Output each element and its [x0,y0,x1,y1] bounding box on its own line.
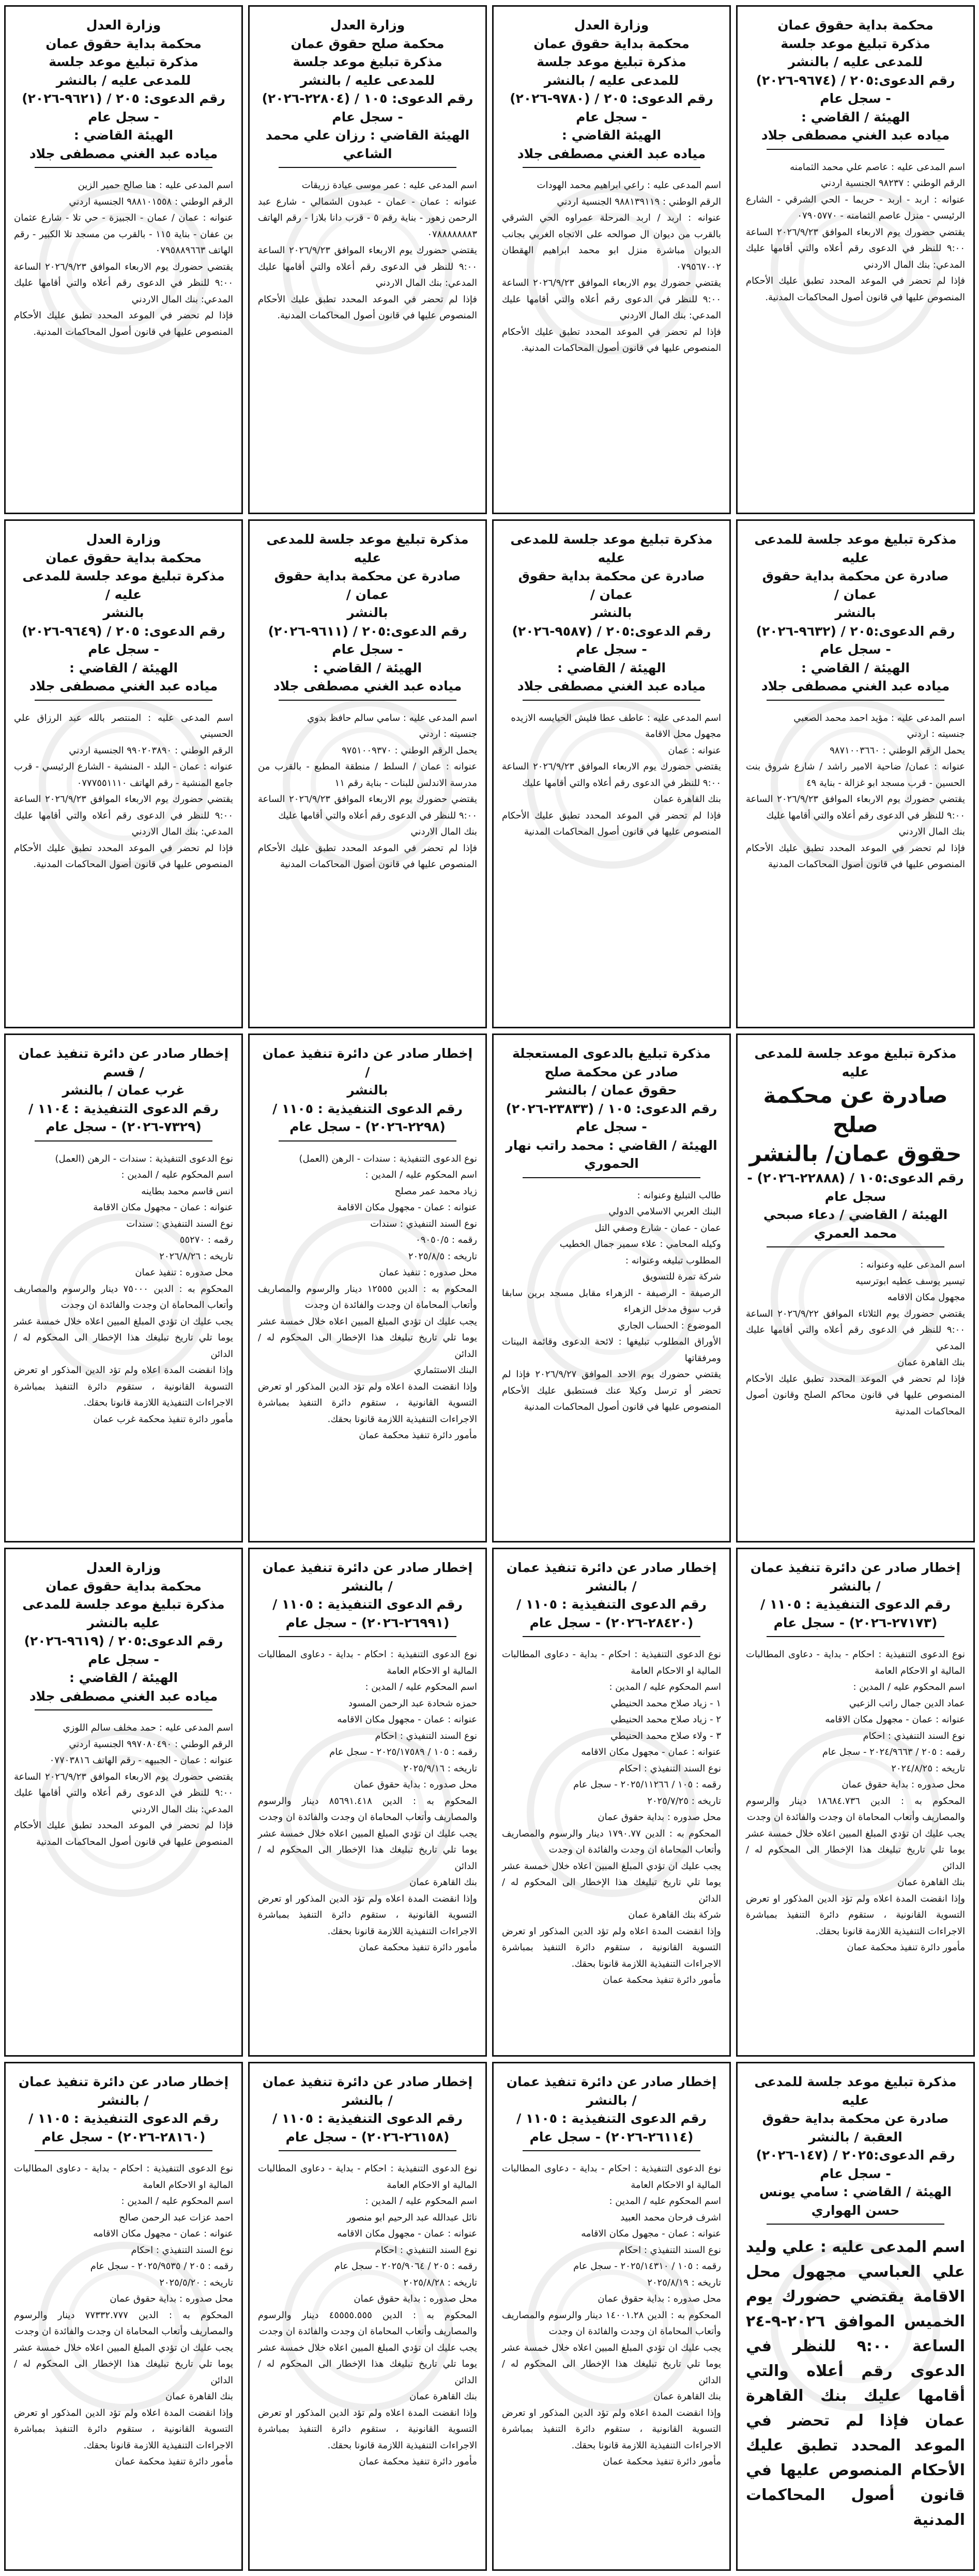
notice-header-line: مياده عبد الغني مصطفى جلاد [761,128,950,143]
notice-header-line: بالنشر [591,605,632,620]
notice-header-line: رقم الدعوى التنفيذية : ١١٠٤ / [28,1101,219,1116]
notice-header-line: إخطار صادر عن دائرة تنفيذ عمان / بالنشر [506,1560,717,1594]
divider [523,1177,700,1178]
notice-header-line: مذكرة تبليغ موعد جلسة للمدعى عليه بالنشر [22,1597,225,1630]
notice-body: اسم المدعى عليه : عاطف عطا فليش الحيايسه الازيده مجهول محل الاقامة عنوانه : عمان يقتضي حضورك يوم الاربعاء الموافق ٢٠٢٦/٩/٢٣ الساعة ٩:٠٠ للنظر في الدعوى رقم أعلاه والتي أقامها عليك بنك القاهرة عمان فإذا لم تحضر في الموعد المحدد تطبق عليك الأحكام المنصوص عليها في قانون أصول المحاكمات المدنية [502,712,721,837]
notice-header-line: صادرة عن محكمة صلح [763,1083,948,1137]
notice-header-line: - سجل عام [88,109,159,125]
notice-header-line: بالنشر [103,605,144,620]
notice-header-line: (٢٢٩٨-٢٠٢٦) - سجل عام [289,1119,446,1134]
notice-body: اسم المدعى عليه : حمد مخلف سالم اللوزي الرقم الوطني : ٩٩٧٠٨٠٤٩٠ الجنسية اردني عنوانه : عمان - الجبيهه - رقم الهاتف ٠٧٧٠٣٨١٦ يقتضي حضورك يوم الاربعاء الموافق ٢٠٢٦/٩/٢٣ الساعة ٩:٠٠ للنظر في الدعوى رقم أعلاه والتي أقامها عليك المدعي: بنك المال الاردني فإذا لم تحضر في الموعد المحدد تطبق عليك الأحكام المنصوص عليها في قانون أصول المحاكمات المدنية [14,1722,233,1847]
divider [35,1709,212,1710]
notice-header-line: حقوق عمان / بالنشر [546,1083,677,1098]
notice-header-line: (٢٨١٦٠-٢٠٢٦) - سجل عام [41,2129,206,2145]
notice-header-line: رقم الدعوى التنفيذية : ١١٠٥ / [760,1597,951,1612]
notice-body: اسم المدعى عليه : المنتصر بالله عبد الرزاق علي الحسيني الرقم الوطني : ٩٩٠٢٠٣٨٩٠ الجنسية اردني عنوانه : عمان - البلد - المنشية - الشارع الرئيسي - قرب جامع المنشية - رقم الهاتف ٠٧٧٧٥٥١١١٠ يقتضي حضورك يوم الاربعاء الموافق ٢٠٢٦/٩/٢٣ الساعة ٩:٠٠ للنظر في الدعوى رقم أعلاه والتي أقامها عليك المدعي: بنك المال الاردني فإذا لم تحضر في الموعد المحدد تطبق عليك الأحكام المنصوص عليها في قانون أصول المحاكمات المدنية. [14,712,233,870]
notice-header-line: مياده عبد الغني مصطفى جلاد [29,146,218,161]
notice-header-line: مذكرة تبليغ موعد جلسة [49,54,198,69]
notice-header-line: مياده عبد الغني مصطفى جلاد [29,678,218,693]
notice-header-line: وزارة العدل [86,532,161,547]
notice-header-line: رقم الدعوى التنفيذية : ١١٠٥ / [272,2111,463,2126]
court-notice [248,2062,487,2571]
notice-header-line: إخطار صادر عن دائرة تنفيذ عمان / قسم [18,1046,229,1079]
notice-header-line: مياده عبد الغني مصطفى جلاد [517,146,706,161]
notice-header-line: محكمة بداية حقوق عمان [45,1578,202,1594]
divider [523,700,700,701]
court-notice [736,2062,975,2571]
notice-header-line: - سجل عام [820,2166,891,2181]
notice-header-line: - سجل عام [332,109,403,125]
divider [279,167,456,168]
court-notice [492,1034,731,1542]
notice-header-line: مذكرة تبليغ موعد جلسة [537,54,686,69]
notice-header-line: إخطار صادر عن دائرة تنفيذ عمان / بالنشر [262,2074,473,2108]
notice-header-line: مذكرة تبليغ موعد جلسة للمدعى عليه [754,532,957,565]
divider [279,2150,456,2151]
notice-header-line: الهيئة / القاضي : سامي يونس حسن الهواري [759,2184,952,2218]
notice-header-line: إخطار صادر عن دائرة تنفيذ عمان / بالنشر [18,2074,229,2108]
notice-header-line: الهيئة / القاضي : [801,660,910,675]
notice-header-line: رقم الدعوى: ٢٠٥ / (٩٦٢١-٢٠٢٦) [22,91,225,106]
court-notice [736,1548,975,2057]
notice-body: اسم المدعى عليه : عاصم علي محمد الثمامنه الرقم الوطني : ٩٨٢٣٧ الجنسية اردني عنوانه : اربد - اربد - حريما - الحي الشرقي - الشارع الرئيسي - منزل عاصم الثمامنه - ٠٧٩٠٥٧٧٠ يقتضي حضورك يوم الاربعاء الموافق ٢٠٢٦/٩/٢٣ الساعة ٩:٠٠ للنظر في الدعوى رقم أعلاه والتي أقامها عليك المدعي: بنك المال الاردني فإذا لم تحضر في الموعد المحدد تطبق عليك الأحكام المنصوص عليها في قانون أصول المحاكمات المدنية. [746,161,965,303]
notice-body: نوع الدعوى التنفيذية : سندات - الرهن (العمل) اسم المحكوم عليه / المدين : زياد محمد عمر مصلح عنوانه : عمان - مجهول مكان الاقامة نوع السند التنفيذي : سندات رقمه : ٠٩٠٥٠/٥ تاريخه : ٢٠٢٥/٨/٥ محل صدوره : تنفيذ عمان المحكوم به : الدين ١٢٥٥٥ دينار والرسوم والمصاريف وأتعاب المحاماة ان وجدت والفائدة ان وجدت يجب عليك ان تؤدي المبلغ المبين اعلاه خلال خمسة عشر يوما تلي تاريخ تبليغك هذا الإخطار الى المحكوم له / الدائن البنك الاستثماري وإذا انقضت المدة اعلاه ولم تؤد الدين المذكور او تعرض التسوية القانونية ، ستقوم دائرة التنفيذ بمباشرة الاجراءات التنفيذية اللازمة قانونا بحقك. مأمور دائرة تنفيذ محكمة عمان [258,1153,477,1441]
notice-body: اسم المدعى عليه : علي وليد علي العباسي مجهول محل الاقامة يقتضي حضورك يوم الخميس الموافق ٢٠٢٦-٩-٢٤ الساعة ٩:٠٠ للنظر في الدعوى رقم أعلاه والتي أقامها عليك بنك القاهرة عمان فإذا لم تحضر في الموعد المحدد تطبق عليك الأحكام المنصوص عليها في قانون أصول المحاكمات المدنية [746,2238,965,2529]
notice-header-line: رقم الدعوى: ٢٠٥ / (٩٦٤٩-٢٠٢٦) [22,623,225,639]
divider [767,700,944,701]
court-notice [492,519,731,1028]
notice-header-line: حقوق عمان/ بالنشر [749,1141,962,1167]
divider [279,1140,456,1142]
notice-header-line: بالنشر [835,605,876,620]
notice-header-line: (٢٦١١٤-٢٠٢٦) - سجل عام [529,2129,694,2145]
notice-body: نوع الدعوى التنفيذية : احكام - بداية - دعاوى المطالبات المالية او الاحكام العامة اسم المحكوم عليه / المدين : ١ - زياد صلاح محمد الحنيطي ٢ - زياد صلاح محمد الحنيطي ٣ - ولاء صلاح محمد الحنيطي عنوانه : عمان - مجهول مكان الاقامه نوع السند التنفيذي : احكام رقمه : ١٠٥ / ٢٠٢٥/١١٢٦٦ - سجل عام تاريخه : ٢٠٢٥/٧/٢٥ محل صدوره : بداية حقوق عمان المحكوم به : الدين ١٧٩٠.٧٧ دينار والرسوم والمصاريف وأتعاب المحاماة ان وجدت والفائدة ان وجدت يجب عليك ان تؤدي المبلغ المبين اعلاه خلال خمسة عشر يوما تلي تاريخ تبليغك هذا الإخطار الى المحكوم له / الدائن شركة بنك القاهرة عمان وإذا انقضت المدة اعلاه ولم تؤد الدين المذكور او تعرض التسوية القانونية ، ستقوم دائرة التنفيذ بمباشرة الاجراءات التنفيذية اللازمة قانونا بحقك. مأمور دائرة تنفيذ محكمة عمان [502,1649,721,1985]
notice-header-line: وزارة العدل [574,18,649,33]
notice-header-line: (٢٦٩٩١-٢٠٢٦) - سجل عام [285,1615,450,1630]
notice-body: طالب التبليغ وعنوانه : البنك العربي الاسلامي الدولي عمان - عمان - شارع وصفي التل وكيله المحامي : علاء سمير جمال الخطيب المطلوب تبليغه وعنوانه : شركة تمرة للتسويق الرصيفة - الرصيفة - الزهراء مقابل مسجد برين سابقا قرب سوق مدخل الزهراء الموضوع : الحساب الجاري الأوراق المطلوب تبليغها : لائحة الدعوى وقائمة البينات ومرفقاتها يقتضي حضورك يوم الاحد الموافق ٢٠٢٦/٩/٢٧ فإذا لم تحضر أو ترسل وكيلا عنك فستطبق عليك الأحكام المنصوص عليها في قانون أصول المحاكمات المدنية [502,1190,722,1412]
notice-header-line: مذكرة تبليغ موعد جلسة للمدعى عليه [754,2074,957,2108]
notice-body: اسم المدعى عليه : هنا صالح حمير الزين الرقم الوطني : ٩٨٨١٠١٥٥٨ الجنسية اردني عنوانه : عمان / عمان - الجبيزة - حي تلا - شارع عثمان بن عفان - بناية ١١٥ - بالقرب من مسجد تلا الكبير - رقم الهاتف ٠٧٩٥٨٨٩٦٦٣ يقتضي حضورك يوم الاربعاء الموافق ٢٠٢٦/٩/٢٣ الساعة ٩:٠٠ للنظر في الدعوى رقم أعلاه والتي أقامها عليك المدعي: بنك المال الاردني فإذا لم تحضر في الموعد المحدد تطبق عليك الأحكام المنصوص عليها في قانون أصول المحاكمات المدنية. [14,180,233,337]
notice-header-line: - سجل عام [88,1652,159,1667]
notice-body: نوع الدعوى التنفيذية : احكام - بداية - دعاوى المطالبات المالية او الاحكام العامة اسم المحكوم عليه / المدين : اشرف فرحان محمد العبيد عنوانه : عمان - مجهول مكان الاقامه نوع السند التنفيذي : احكام رقمه : ١٠٥ / ٢٠٢٥/١٤٣١٠ - سجل عام تاريخه : ٢٠٢٥/٨/١٩ محل صدوره : بداية حقوق عمان المحكوم به : الدين ١٤٠٠١.٢٨ دينار والرسوم والمصاريف وأتعاب المحاماة ان وجدت والفائدة ان وجدت يجب عليك ان تؤدي المبلغ المبين اعلاه خلال خمسة عشر يوما تلي تاريخ تبليغك هذا الإخطار الى المحكوم له / الدائن بنك القاهرة عمان وإذا انقضت المدة اعلاه ولم تؤد الدين المذكور او تعرض التسوية القانونية ، ستقوم دائرة التنفيذ بمباشرة الاجراءات التنفيذية اللازمة قانونا بحقك. مأمور دائرة تنفيذ محكمة عمان [502,2163,721,2467]
notice-body: نوع الدعوى التنفيذية : احكام - بداية - دعاوى المطالبات المالية او الاحكام العامة اسم المحكوم عليه / المدين : حمزه شحادة عبد الرحمن المسود عنوانه : عمان - مجهول مكان الاقامه نوع السند التنفيذي : احكام رقمه : ١٠٥ / ٢٠٢٥/١٧٥٨٩ - سجل عام تاريخه : ٢٠٢٥/٩/١٦ محل صدوره : بداية حقوق عمان المحكوم به : الدين ٨٥٦٩١.٤١٨ دينار والرسوم والمصاريف وأتعاب المحاماة ان وجدت والفائدة ان وجدت يجب عليك ان تؤدي المبلغ المبين اعلاه خلال خمسة عشر يوما تلي تاريخ تبليغك هذا الإخطار الى المحكوم له / الدائن بنك القاهرة عمان وإذا انقضت المدة اعلاه ولم تؤد الدين المذكور او تعرض التسوية القانونية ، ستقوم دائرة التنفيذ بمباشرة الاجراءات التنفيذية اللازمة قانونا بحقك. مأمور دائرة تنفيذ محكمة عمان [258,1649,477,1953]
court-notice [736,1034,975,1542]
notice-header-line: للمدعى عليه / بالنشر [56,72,191,88]
notice-body: اسم المدعى عليه : عمر موسى عيادة زريقات عنوانه : عمان - عمان - عبدون الشمالي - شارع عبد الرحمن زهور - بناية رقم ٥ - قرب دانا بلازا - رقم الهاتف ٠٧٨٨٨٨٨٨٨٣ يقتضي حضورك يوم الاربعاء الموافق ٢٠٢٦/٩/٢٣ الساعة ٩:٠٠ للنظر في الدعوى رقم أعلاه والتي أقامها عليك المدعي: بنك المال الاردني فإذا لم تحضر في الموعد المحدد تطبق عليك الأحكام المنصوص عليها في قانون أصول المحاكمات المدنية. [258,180,478,321]
notice-header-line: (٢٨٤٢٠-٢٠٢٦) - سجل عام [529,1615,694,1630]
notice-header-line: محكمة صلح حقوق عمان [290,36,445,51]
notice-header-line: محكمة بداية حقوق عمان [533,36,690,51]
notice-header-line: مذكرة تبليغ بالدعوى المستعجلة [512,1046,711,1061]
notice-header-line: للمدعى عليه / بالنشر [544,72,679,88]
notice-header-line: صادرة عن محكمة بداية حقوق عمان / [762,568,949,602]
court-notice [4,1548,243,2057]
notice-header-line: مذكرة تبليغ موعد جلسة [781,36,930,51]
notice-header-line: رقم الدعوى:٢٠٥ / (٩٦٧٤-٢٠٢٦) [756,72,955,88]
notice-header-line: محكمة بداية حقوق عمان [45,550,202,565]
notice-header-line: الهيئة القاضي : رزان علي محمد الشاعي [265,128,470,161]
notice-header-line: رقم الدعوى التنفيذية : ١١٠٥ / [516,2111,707,2126]
court-notice [248,1548,487,2057]
court-notice [4,1034,243,1542]
notice-header-line: صادر عن محكمة صلح [544,1064,679,1079]
notice-header-line: (٢٦١٥٨-٢٠٢٦) - سجل عام [285,2129,450,2145]
notice-header-line: مذكرة تبليغ موعد جلسة [293,54,442,69]
notice-header-line: وزارة العدل [86,18,161,33]
divider [523,2150,700,2151]
court-notice [248,5,487,514]
divider [523,1636,700,1637]
notice-body: اسم المدعى عليه : مؤيد احمد محمد الصعبي جنسيته : اردني يحمل الرقم الوطني : ٩٨٧١٠٠٣٦٦٠ عنوانه : عمان/ ضاحية الامير راشد / شارع شروق بنت الحسين - قرب مسجد ابو غزالة - بناية ٤٩ يقتضي حضورك يوم الاربعاء الموافق ٢٠٢٦/٩/٢٣ الساعة ٩:٠٠ للنظر في الدعوى رقم أعلاه والتي أقامها عليك بنك المال الاردني فإذا لم تحضر في الموعد المحدد تطبق عليك الأحكام المنصوص عليها في قانون أصول المحاكمات المدنية [746,712,965,870]
divider [767,1246,944,1247]
court-notice [4,5,243,514]
notice-header-line: رقم الدعوى التنفيذية : ١١٠٥ / [272,1597,463,1612]
notice-header-line: رقم الدعوى التنفيذية : ١١٠٥ / [272,1101,463,1116]
notice-header-line: مياده عبد الغني مصطفى جلاد [273,678,462,693]
notice-header-line: - سجل عام [576,109,647,125]
court-notice [492,1548,731,2057]
notice-header-line: - سجل عام [576,642,647,657]
divider [279,1636,456,1637]
divider [767,2224,944,2225]
notice-header-line: رقم الدعوى: ١٠٥ / (٢٣٨٣٣-٢٠٢٦) - سجل عام [506,1101,717,1134]
notice-header-line: مذكرة تبليغ موعد جلسة للمدعى عليه / [22,568,225,602]
notice-header-line: رقم الدعوى:٢٠٢٥ / (١٤٧-٢٠٢٦) [756,2148,955,2163]
notice-header-line: (٧٣٢٩-٢٠٢٦) - سجل عام [45,1119,202,1134]
notice-header-line: إخطار صادر عن دائرة تنفيذ عمان / بالنشر [506,2074,717,2108]
notice-header-line: مذكرة تبليغ موعد جلسة للمدعى عليه [754,1046,957,1079]
notice-header-line: - سجل عام [332,642,403,657]
court-notice [4,2062,243,2571]
divider [279,700,456,701]
notice-body: نوع الدعوى التنفيذية : احكام - بداية - دعاوى المطالبات المالية او الاحكام العامة اسم المحكوم عليه / المدين : احمد عزات عبد الرحمن صالح عنوانه : عمان - مجهول مكان الاقامه نوع السند التنفيذي : احكام رقمه : ٢٠٥ / ٢٠٢٥/٩٥٣٥ - سجل عام تاريخه : ٢٠٢٥/٥/٢٠ محل صدوره : بداية حقوق عمان المحكوم به : الدين ٧٧٣٣٢.٧٧٧ دينار والرسوم والمصاريف وأتعاب المحاماة ان وجدت والفائدة ان وجدت يجب عليك ان تؤدي المبلغ المبين اعلاه خلال خمسة عشر يوما تلي تاريخ تبليغك هذا الإخطار الى المحكوم له / الدائن بنك القاهرة عمان وإذا انقضت المدة اعلاه ولم تؤد الدين المذكور او تعرض التسوية القانونية ، ستقوم دائرة التنفيذ بمباشرة الاجراءات التنفيذية اللازمة قانونا بحقك. مأمور دائرة تنفيذ محكمة عمان [14,2163,233,2467]
notice-header-line: الهيئة / القاضي / دعاء صبحي محمد العمري [763,1207,948,1241]
notice-header-line: محكمة بداية حقوق عمان [45,36,202,51]
notice-header-line: - سجل عام [820,642,891,657]
notice-header-line: مياده عبد الغني مصطفى جلاد [761,678,950,693]
notice-body: اسم المدعى عليه وعنوانه : تيسير يوسف عطيه ابوترسيه مجهول مكان الاقامه يقتضي حضورك يوم الثلاثاء الموافق ٢٠٢٦/٩/٢٢ الساعة ٩:٠٠ للنظر في الدعوى رقم أعلاه والتي أقامها عليك المدعي بنك القاهرة عمان فإذا لم تحضر في الموعد المحدد تطبق عليك الأحكام المنصوص عليها في قانون محاكم الصلح وقانون أصول المحاكمات المدنية [746,1259,966,1417]
court-notice [736,5,975,514]
notice-header-line: الهيئة / القاضي : [69,660,178,675]
notice-header-line: صادرة عن محكمة بداية حقوق عمان / [274,568,461,602]
divider [523,167,700,168]
notice-header-line: صادرة عن محكمة بداية حقوق العقبة / بالنشر [762,2111,949,2145]
notice-header-line: مياده عبد الغني مصطفى جلاد [517,678,706,693]
divider [35,2150,212,2151]
divider [35,700,212,701]
notice-header-line: صادرة عن محكمة بداية حقوق عمان / [518,568,705,602]
court-notice [4,519,243,1028]
divider [767,149,944,150]
court-notice [492,2062,731,2571]
notice-header-line: مذكرة تبليغ موعد جلسة للمدعى عليه [266,532,469,565]
notice-body: نوع الدعوى التنفيذية : احكام - بداية - دعاوى المطالبات المالية او الاحكام العامة اسم المحكوم عليه / المدين : عماد الدين جمال راتب الزعبي عنوانه : عمان - مجهول مكان الاقامه نوع السند التنفيذي : احكام رقمه : ٢٠٥ / ٢٠٢٤/٩٦٦٣ - سجل عام تاريخه : ٢٠٢٤/٨/٢٥ محل صدوره : بداية حقوق عمان المحكوم به : الدين ١٨٦٨٤.٧٣٦ دينار والرسوم والمصاريف وأتعاب المحاماة ان وجدت والفائدة ان وجدت يجب عليك ان تؤدي المبلغ المبين اعلاه خلال خمسة عشر يوما تلي تاريخ تبليغك هذا الإخطار الى المحكوم له / الدائن بنك القاهرة عمان وإذا انقضت المدة اعلاه ولم تؤد الدين المذكور او تعرض التسوية القانونية ، ستقوم دائرة التنفيذ بمباشرة الاجراءات التنفيذية اللازمة قانونا بحقك. مأمور دائرة تنفيذ محكمة عمان [746,1649,965,1953]
notice-header-line: رقم الدعوى التنفيذية : ١١٠٥ / [516,1597,707,1612]
court-notice [248,519,487,1028]
notice-header-line: الهيئة / القاضي : [69,1670,178,1685]
divider [35,167,212,168]
notice-body: اسم المدعى عليه : راعي ابراهيم محمد الهودات الرقم الوطني : ٩٨٨١٣٩١١٩ الجنسية اردني عنوانه : اربد / اربد المرحلة عمراوه الحي الشرقي بالقرب من ديوان ال صوالحه على الاتجاه الغربي بجانب الديوان مباشرة منزل ابو محمد ابراهيم الهقطان ٠٧٩٥٦٧٠٠٢ يقتضي حضورك يوم الاربعاء الموافق ٢٠٢٦/٩/٢٣ الساعة ٩:٠٠ للنظر في الدعوى رقم أعلاه والتي أقامها عليك المدعي: بنك المال الاردني فإذا لم تحضر في الموعد المحدد تطبق عليك الأحكام المنصوص عليها في قانون أصول المحاكمات المدنية. [502,180,721,353]
notice-header-line: إخطار صادر عن دائرة تنفيذ عمان / [262,1046,473,1079]
notice-header-line: للمدعى عليه / بالنشر [788,54,923,69]
notice-header-line: رقم الدعوى:٢٠٥ / (٩٦١٩-٢٠٢٦) [24,1633,223,1648]
notice-header-line: وزارة العدل [330,18,405,33]
notice-header-line: للمدعى عليه / بالنشر [300,72,435,88]
notice-header-line: رقم الدعوى: ٢٠٥ / (٩٧٨٠-٢٠٢٦) [510,91,713,106]
notice-header-line: رقم الدعوى: ١٠٥ / (٢٢٨٠٤-٢٠٢٦) [262,91,473,106]
notice-header-line: غرب عمان / بالنشر [62,1083,185,1098]
notice-header-line: مذكرة تبليغ موعد جلسة للمدعى عليه [510,532,713,565]
notice-header-line: رقم الدعوى:٢٠٥ / (٩٥٨٧-٢٠٢٦) [512,623,711,639]
notice-header-line: رقم الدعوى التنفيذية : ١١٠٥ / [28,2111,219,2126]
notice-header-line: الهيئة / القاضي : [557,660,666,675]
notice-header-line: (٢٧١٧٣-٢٠٢٦) - سجل عام [773,1615,938,1630]
divider [767,1636,944,1637]
notice-header-line: الهيئة / القاضي : محمد راتب نهار الحموري [506,1137,717,1171]
notice-header-line: مياده عبد الغني مصطفى جلاد [29,1688,218,1704]
notice-header-line: محكمة بداية حقوق عمان [777,18,934,33]
notice-header-line: الهيئة القاضي : [561,128,662,143]
notice-body: اسم المدعى عليه : سامي سالم حافظ بدوي جنسيته : اردني يحمل الرقم الوطني : ٩٧٥١٠٠٩٣٧٠ عنوانه : عمان / السلط / منطقة المطبع - بالقرب من مدرسة الاندلس للبنات - بناية رقم ١١ يقتضي حضورك يوم الاربعاء الموافق ٢٠٢٦/٩/٢٣ الساعة ٩:٠٠ للنظر في الدعوى رقم أعلاه والتي أقامها عليك بنك المال الاردني فإذا لم تحضر في الموعد المحدد تطبق عليك الأحكام المنصوص عليها في قانون أصول المحاكمات المدنية [258,712,477,870]
notice-body: نوع الدعوى التنفيذية : احكام - بداية - دعاوى المطالبات المالية او الاحكام العامة اسم المحكوم عليه / المدين : نائل عبدالله عبد الرحيم ابو منصور عنوانه : عمان - مجهول مكان الاقامه نوع السند التنفيذي : احكام رقمه : ٢٠٥ / ٢٠٢٥/٩٠٦٤ - سجل عام تاريخه : ٢٠٢٥/٨/٢٨ محل صدوره : بداية حقوق عمان المحكوم به : الدين ٤٥٥٥٥.٥٥٥ دينار والرسوم والمصاريف وأتعاب المحاماة ان وجدت والفائدة ان وجدت يجب عليك ان تؤدي المبلغ المبين اعلاه خلال خمسة عشر يوما تلي تاريخ تبليغك هذا الإخطار الى المحكوم له / الدائن بنك القاهرة عمان وإذا انقضت المدة اعلاه ولم تؤد الدين المذكور او تعرض التسوية القانونية ، ستقوم دائرة التنفيذ بمباشرة الاجراءات التنفيذية اللازمة قانونا بحقك. مأمور دائرة تنفيذ محكمة عمان [258,2163,477,2467]
court-notice [492,5,731,514]
notice-header-line: الهيئة القاضي : [73,128,174,143]
notice-header-line: إخطار صادر عن دائرة تنفيذ عمان / بالنشر [262,1560,473,1594]
court-notice [736,519,975,1028]
notice-header-line: رقم الدعوى:٢٠٥ / (٩٦١١-٢٠٢٦) [268,623,467,639]
divider [35,1140,212,1142]
court-notice [248,1034,487,1542]
notice-header-line: - سجل عام [88,642,159,657]
notice-header-line: - سجل عام [820,91,891,106]
notice-header-line: رقم الدعوى:٢٠٥ / (٩٦٣٢-٢٠٢٦) [756,623,955,639]
notice-header-line: رقم الدعوى:١٠٥ / (٢٢٨٨٨-٢٠٢٦) - سجل عام [747,1170,964,1204]
notice-header-line: إخطار صادر عن دائرة تنفيذ عمان / بالنشر [750,1560,961,1594]
notice-header-line: بالنشر [347,1083,388,1098]
notice-body: نوع الدعوى التنفيذية : سندات - الرهن (العمل) اسم المحكوم عليه / المدين : انس قاسم محمد بطاينه عنوانه : عمان - مجهول مكان الاقامة نوع السند التنفيذي : سندات رقمه : ٥٥٢٧٠ تاريخه : ٢٠٢٦/٨/٢٦ محل صدوره : تنفيذ عمان المحكوم به : الدين ٧٥٠٠٠ دينار والرسوم والمصاريف وأتعاب المحاماة ان وجدت والفائدة ان وجدت يجب عليك ان تؤدي المبلغ المبين اعلاه خلال خمسة عشر يوما تلي تاريخ تبليغك هذا الإخطار الى المحكوم له / الدائن وإذا انقضت المدة اعلاه ولم تؤد الدين المذكور او تعرض التسوية القانونية ، ستقوم دائرة التنفيذ بمباشرة الاجراءات التنفيذية اللازمة قانونا بحقك. مأمور دائرة تنفيذ محكمة غرب عمان [14,1153,233,1425]
notice-header-line: بالنشر [347,605,388,620]
notice-header-line: الهيئة / القاضي : [801,109,910,125]
notice-header-line: الهيئة / القاضي : [313,660,422,675]
notice-header-line: وزارة العدل [86,1560,161,1575]
